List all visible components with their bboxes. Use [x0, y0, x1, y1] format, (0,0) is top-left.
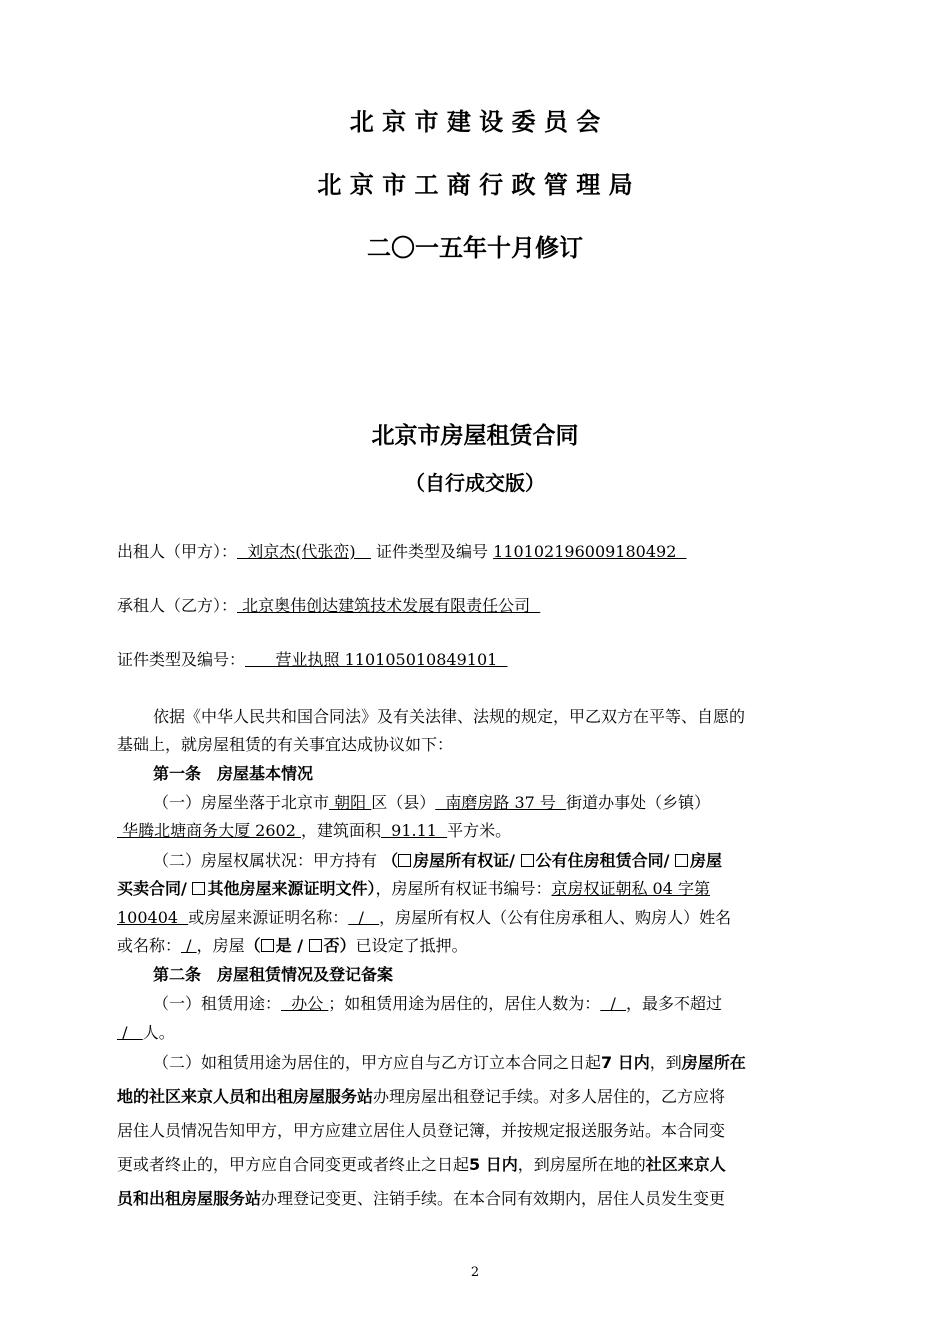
option-no: 否） — [323, 936, 356, 955]
deadline-7-days: 7 日内 — [601, 1053, 650, 1072]
text: ，到房屋所在地的 — [517, 1155, 646, 1174]
issuer-line-2: 北 京 市 工 商 行 政 管 理 局 — [317, 171, 633, 199]
a2-registration-line-3: 居住人员情况告知甲方，甲方应建立居住人员登记簿，并按规定报送服务站。本合同变 — [117, 1121, 726, 1140]
text: 或名称： — [117, 936, 182, 955]
resident-count: / — [600, 994, 627, 1013]
text: ，房屋所有权证书编号： — [375, 879, 552, 898]
a1-ownership-line-4: 或名称： / ，房屋（ 是 / 否）已设定了抵押。 — [117, 936, 468, 955]
text: ，建筑面积 — [300, 821, 381, 840]
a1-ownership-line-2 — [117, 876, 837, 899]
revision-date: 二〇一五年十月修订 — [367, 234, 583, 262]
lessee-id-label: 证件类型及编号： — [117, 650, 246, 669]
contract-title: 北京市房屋租赁合同 — [371, 423, 579, 449]
checkbox-icon — [261, 939, 274, 952]
intro-line-2: 基础上，就房屋租赁的有关事宜达成协议如下： — [117, 735, 454, 754]
owner-name: / — [181, 936, 197, 955]
text: 办理登记变更、注销手续。在本合同有效期内，居住人员发生变更 — [261, 1189, 726, 1208]
lessor-label: 出租人（甲方）： — [117, 542, 238, 561]
text: （一）租赁用途： — [153, 994, 282, 1013]
a2-registration-line-4 — [117, 1152, 837, 1175]
a2-use-line — [153, 991, 873, 1014]
service-station: 地的社区来京人员和出租房屋服务站 — [117, 1087, 374, 1106]
article-2-title: 第二条 房屋租赁情况及登记备案 — [153, 965, 394, 984]
text: ，房屋所有权人（公有住房承租人、购房人）姓名 — [379, 908, 732, 927]
deadline-5-days: 5 日内 — [469, 1155, 518, 1174]
text: 社区来京人 — [645, 1155, 726, 1174]
text: ；如租赁用途为居住的，居住人数为： — [328, 994, 601, 1013]
a1-building-line — [117, 818, 837, 841]
a1-ownership-line-3 — [117, 905, 837, 928]
a2-registration-line-5 — [117, 1186, 837, 1209]
lessor-id-label: 证件类型及编号 — [376, 542, 489, 561]
lessor-line — [117, 539, 837, 562]
option-purchase-cont: 买卖合同/ — [117, 879, 187, 898]
a1-ownership-line-1: （二）房屋权属状况：甲方持有 （ 房屋所有权证/ 公有住房租赁合同/ 房屋 — [153, 851, 723, 870]
option-public-lease: 公有住房租赁合同/ — [535, 851, 670, 870]
text: 街道办事处（乡镇） — [566, 793, 711, 812]
text: 或房屋来源证明名称： — [188, 908, 349, 927]
district: 朝阳 — [329, 793, 372, 812]
text: （二）如租赁用途为居住的，甲方应自与乙方订立本合同之日起 — [153, 1053, 602, 1072]
lessee-label: 承租人（乙方）： — [117, 596, 238, 615]
option-other: 其他房屋来源证明文件） — [207, 879, 376, 898]
street: 南磨房路 37 号 — [435, 793, 567, 812]
lease-use: 办公 — [281, 994, 329, 1013]
text: 办理房屋出租登记手续。对多人居住的，乙方应将 — [373, 1087, 726, 1106]
checkbox-icon — [675, 854, 688, 867]
text: ，最多不超过 — [626, 994, 723, 1013]
lessor-id: 110102196009180492 — [493, 542, 687, 561]
checkbox-icon — [192, 882, 205, 895]
lessor-name: 刘京杰(代张峦) — [237, 542, 371, 561]
cert-number-1: 京房权证朝私 04 字第 — [551, 879, 711, 898]
a2-registration-line-1 — [153, 1050, 873, 1073]
option-cert: 房屋所有权证/ — [413, 851, 515, 870]
cert-number-2: 100404 — [117, 908, 189, 927]
text: 平方米。 — [447, 821, 512, 840]
max-residents: / — [117, 1023, 143, 1042]
text: ，房屋 — [196, 936, 245, 955]
checkbox-icon — [398, 854, 411, 867]
lessee-line — [117, 593, 837, 616]
area: 91.11 — [381, 821, 448, 840]
text: 房屋所在 — [681, 1053, 746, 1072]
building: 华腾北塘商务大厦 2602 — [117, 821, 301, 840]
service-station: 员和出租房屋服务站 — [117, 1189, 262, 1208]
intro-line-1: 依据《中华人民共和国合同法》及有关法律、法规的规定，甲乙双方在平等、自愿的 — [153, 707, 746, 726]
a2-use-line-2 — [117, 1020, 837, 1043]
text: / — [291, 936, 309, 955]
issuer-line-1: 北 京 市 建 设 委 员 会 — [349, 108, 601, 136]
text: 人。 — [142, 1023, 175, 1042]
lessee-id: 营业执照 110105010849101 — [245, 650, 508, 669]
contract-subtitle: （自行成交版） — [405, 471, 545, 495]
text: 区（县） — [371, 793, 436, 812]
a1-location-line — [153, 790, 873, 813]
text: （二）房屋权属状况：甲方持有 — [153, 851, 378, 870]
article-1-title: 第一条 房屋基本情况 — [153, 764, 314, 783]
checkbox-icon — [309, 939, 322, 952]
page-number: 2 — [470, 1265, 480, 1280]
checkbox-icon — [521, 854, 534, 867]
source-name: / — [348, 908, 380, 927]
text: （一）房屋坐落于北京市 — [153, 793, 330, 812]
option-purchase: 房屋 — [690, 851, 723, 870]
lessee-id-line — [117, 647, 837, 670]
text: ，到 — [649, 1053, 682, 1072]
option-yes: 是 — [275, 936, 292, 955]
text: 已设定了抵押。 — [355, 936, 468, 955]
lessee-name: 北京奥伟创达建筑技术发展有限责任公司 — [237, 596, 541, 615]
text: 更或者终止的，甲方应自合同变更或者终止之日起 — [117, 1155, 470, 1174]
a2-registration-line-2 — [117, 1084, 837, 1107]
